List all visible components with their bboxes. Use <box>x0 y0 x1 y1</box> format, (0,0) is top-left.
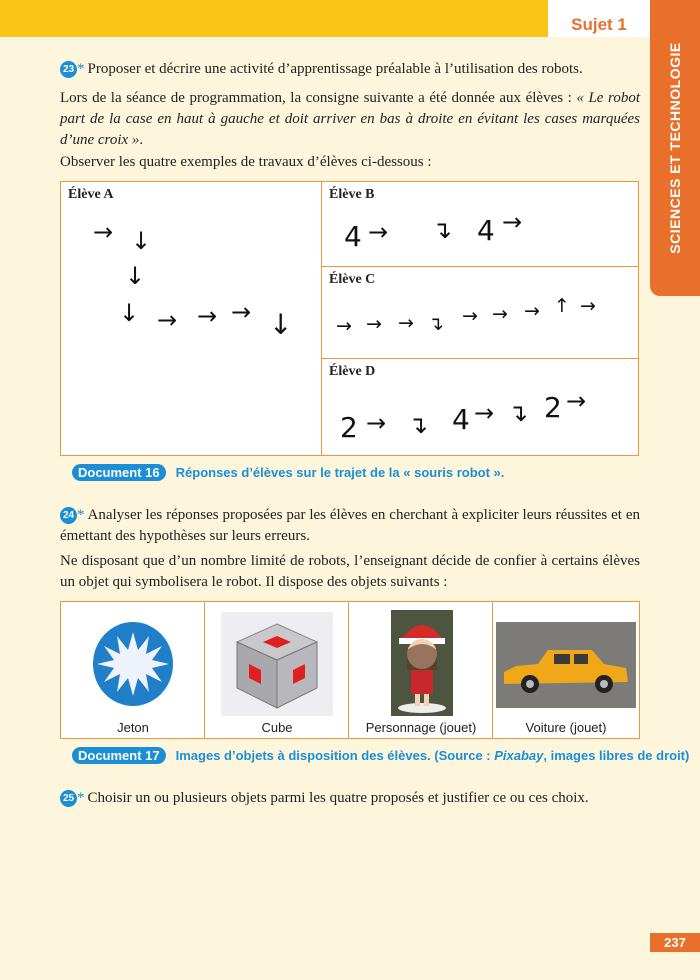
student-label: Élève B <box>329 187 375 202</box>
student-work-table <box>60 181 638 456</box>
arrow-up-icon: ↑ <box>554 295 570 317</box>
question-text: Analyser les réponses proposées par les élèves en cherchant à expliciter leurs réussites et en émettant des hypothèses sur leurs erreurs. <box>60 507 640 544</box>
hw-number: 2 <box>544 391 562 424</box>
document-16-caption <box>72 464 504 481</box>
turn-down-arrow-icon: ↴ <box>508 399 529 427</box>
arrow-right-icon: → <box>336 315 352 337</box>
objects-table <box>60 601 640 739</box>
student-cell-c <box>321 266 639 360</box>
consigne-quote: « Le robot part de la case en haut à gauche et doit arriver en bas à droite en évitant les cases marquées d’une croix » <box>60 90 640 148</box>
hw-number: 4 <box>344 220 362 253</box>
question-number: 25 <box>60 790 77 807</box>
hw-number: 4 <box>452 403 470 436</box>
page-number: 237 <box>650 933 700 952</box>
question-23 <box>60 59 640 80</box>
student-label: Élève A <box>68 187 114 202</box>
arrow-right-icon: → <box>566 387 587 415</box>
arrow-right-icon: → <box>492 303 508 325</box>
star-token-icon <box>91 620 175 708</box>
arrow-right-icon: → <box>157 306 178 334</box>
student-cell-d <box>321 358 639 456</box>
document-badge: Document 17 <box>72 747 166 764</box>
hw-number: 4 <box>477 214 495 247</box>
cube-icon <box>221 612 333 716</box>
star-marker: * <box>77 507 85 523</box>
question-25 <box>60 788 640 809</box>
arrow-down-icon: ↓ <box>119 299 140 327</box>
document-caption-end: , images libres de droit) <box>543 748 690 763</box>
arrow-down-icon: ↓ <box>125 262 146 290</box>
student-cell-b <box>321 181 639 268</box>
question-24 <box>60 505 640 547</box>
question-text: Proposer et décrire une activité d’apprentissage préalable à l’utilisation des robots. <box>87 61 583 77</box>
document-caption: Réponses d’élèves sur le trajet de la « souris robot ». <box>175 465 505 480</box>
robots-paragraph: Ne disposant que d’un nombre limité de robots, l’enseignant décide de confier à certains élèves un objet qui symbolisera le robot. Il dispose des objets suivants : <box>60 553 640 590</box>
object-cell-personnage <box>348 601 494 739</box>
arrow-right-icon: → <box>366 313 382 335</box>
consigne-paragraph <box>60 88 640 151</box>
student-label: Élève D <box>329 364 376 379</box>
question-number: 24 <box>60 507 77 524</box>
arrow-down-icon: ↓ <box>131 227 152 255</box>
student-cell-a <box>60 181 323 456</box>
side-tab-label: SCIENCES ET TECHNOLOGIE <box>667 42 683 254</box>
arrow-right-icon: → <box>231 298 252 326</box>
object-label: Jeton <box>117 720 149 735</box>
arrow-right-icon: → <box>197 302 218 330</box>
star-marker: * <box>77 61 85 77</box>
question-text: Choisir un ou plusieurs objets parmi les quatre proposés et justifier ce ou ces choix. <box>87 790 589 806</box>
turn-down-arrow-icon: ↴ <box>432 216 453 244</box>
document-caption-source: Pixabay <box>494 748 544 763</box>
object-label: Voiture (jouet) <box>525 720 607 735</box>
observe-text: Observer les quatre exemples de travaux d’élèves ci-dessous : <box>60 154 432 170</box>
turn-down-arrow-icon: ↴ <box>428 313 444 335</box>
arrow-right-icon: → <box>474 399 495 427</box>
consigne-intro: Lors de la séance de programmation, la consigne suivante a été donnée aux élèves : <box>60 90 577 106</box>
turn-down-arrow-icon: ↴ <box>408 411 429 439</box>
arrow-right-icon: → <box>368 218 389 246</box>
arrow-right-icon: → <box>398 312 414 334</box>
side-tab <box>650 0 700 296</box>
question-number: 23 <box>60 61 77 78</box>
consigne-end: . <box>139 132 144 148</box>
object-label: Personnage (jouet) <box>365 720 477 735</box>
object-cell-cube <box>204 601 350 739</box>
figurine-icon <box>391 610 453 716</box>
arrow-right-icon: → <box>524 300 540 322</box>
top-banner <box>0 0 548 37</box>
arrow-right-icon: → <box>580 295 596 317</box>
document-17-caption <box>72 747 689 764</box>
arrow-right-icon: → <box>502 208 523 236</box>
car-icon <box>496 622 636 708</box>
document-badge: Document 16 <box>72 464 166 481</box>
arrow-right-icon: → <box>366 409 387 437</box>
object-label: Cube <box>261 720 293 735</box>
arrow-right-icon: → <box>93 218 114 246</box>
object-cell-voiture <box>492 601 640 739</box>
student-label: Élève C <box>329 272 376 287</box>
arrow-down-icon: ↓ <box>269 308 293 341</box>
object-cell-jeton <box>60 601 206 739</box>
document-caption: Images d’objets à disposition des élèves. (Source : <box>175 748 495 763</box>
arrow-right-icon: → <box>462 305 478 327</box>
star-marker: * <box>77 790 85 806</box>
subject-label: Sujet 1 <box>548 0 650 37</box>
hw-number: 2 <box>340 411 358 444</box>
